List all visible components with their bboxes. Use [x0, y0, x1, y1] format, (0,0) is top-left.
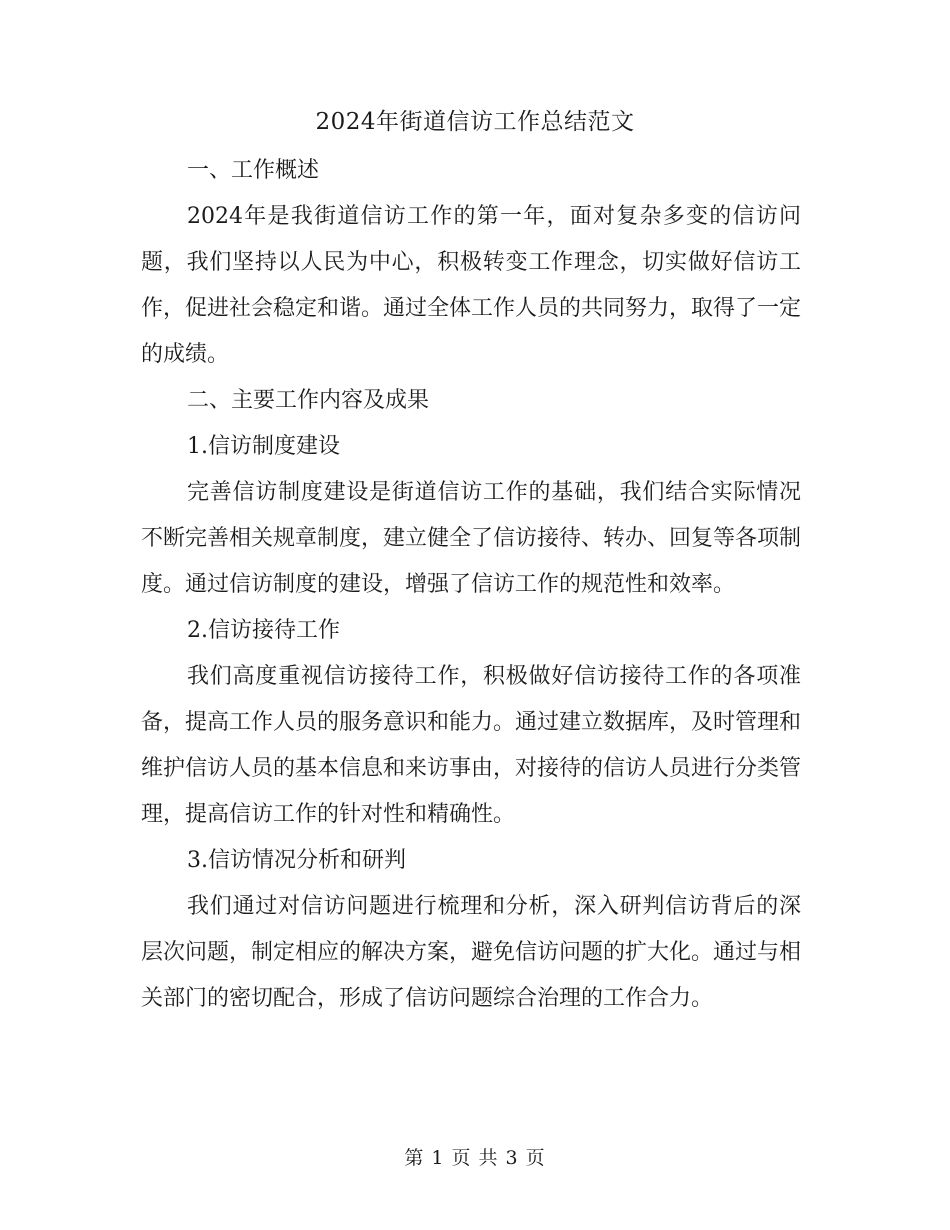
paragraph-system-building: 完善信访制度建设是街道信访工作的基础，我们结合实际情况不断完善相关规章制度，建立健全了信访接待、转办、回复等各项制度。通过信访制度的建设，增强了信访工作的规范性和效率。 — [141, 480, 802, 597]
document-title: 2024年街道信访工作总结范文 — [315, 109, 635, 135]
page-footer: 第 1 页 共 3 页 — [404, 1147, 546, 1169]
paragraph-reception: 我们高度重视信访接待工作，积极做好信访接待工作的各项准备，提高工作人员的服务意识和能力。通过建立数据库，及时管理和维护信访人员的基本信息和来访事由，对接待的信访人员进行分类管理，提高信访工作的针对性和精确性。 — [141, 664, 802, 827]
section-heading-overview: 一、工作概述 — [187, 158, 320, 183]
subsection-heading-analysis: 3.信访情况分析和研判 — [187, 848, 406, 873]
section-heading-main-work: 二、主要工作内容及成果 — [187, 388, 430, 413]
paragraph-overview: 2024年是我街道信访工作的第一年，面对复杂多变的信访问题，我们坚持以人民为中心，积极转变工作理念，切实做好信访工作，促进社会稳定和谐。通过全体工作人员的共同努力，取得了一定的成绩。 — [141, 204, 802, 367]
paragraph-analysis: 我们通过对信访问题进行梳理和分析，深入研判信访背后的深层次问题，制定相应的解决方案，避免信访问题的扩大化。通过与相关部门的密切配合，形成了信访问题综合治理的工作合力。 — [141, 894, 802, 1011]
subsection-heading-reception: 2.信访接待工作 — [187, 618, 340, 643]
document-body — [141, 148, 801, 1022]
subsection-heading-system-building: 1.信访制度建设 — [187, 434, 340, 459]
